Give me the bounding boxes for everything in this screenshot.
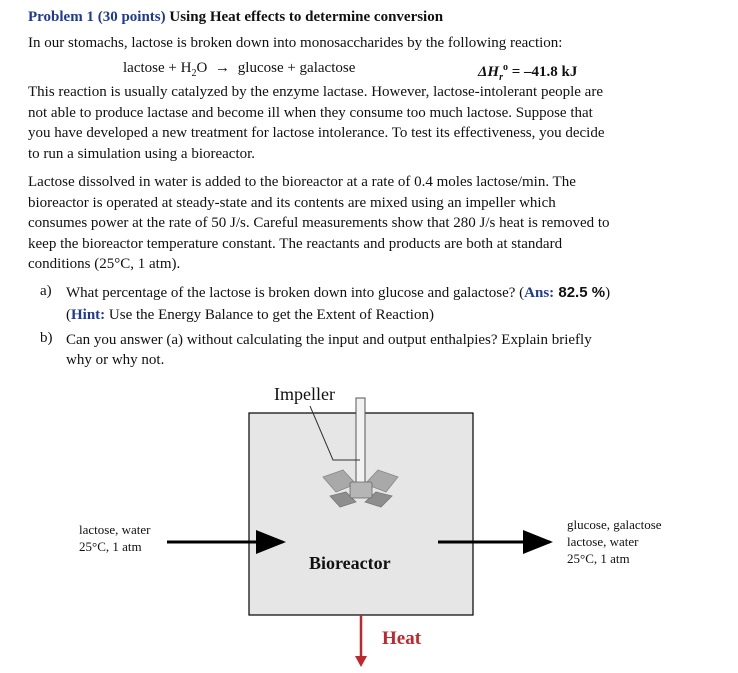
- reaction-products: glucose + galactose: [237, 60, 356, 76]
- problem-label: Problem 1 (30 points): [28, 9, 166, 25]
- h2o-oxygen: O: [196, 60, 208, 76]
- hint-open-paren: (: [66, 307, 71, 323]
- outlet-label-line-2: lactose, water: [567, 534, 639, 549]
- heat-label: Heat: [382, 628, 422, 649]
- paragraph-2-line: bioreactor is operated at steady-state and its contents are mixed using an impeller which: [28, 194, 556, 211]
- h2o-subscript: 2: [191, 68, 197, 79]
- answer-value: 82.5 %: [554, 284, 606, 301]
- problem-heading: Using Heat effects to determine conversion: [169, 9, 444, 25]
- answer-close-paren: ): [605, 285, 611, 301]
- inlet-label-line-1: lactose, water: [79, 522, 151, 537]
- question-b-line-2: why or why not.: [66, 352, 165, 368]
- question-a-prompt: What percentage of the lactose is broken down into glucose and galactose? (: [66, 285, 525, 301]
- reactor-label: Bioreactor: [309, 553, 391, 573]
- impeller-label: Impeller: [274, 384, 335, 404]
- paragraph-1-line: you have developed a new treatment for lactose intolerance. To test its effectiveness, you decide: [28, 125, 605, 141]
- paragraph-1-line: This reaction is usually catalyzed by the enzyme lactase. However, lactose-intolerant people are: [28, 84, 603, 100]
- reaction-reactants: lactose + H: [123, 60, 192, 76]
- heat-arrowhead-icon: [355, 656, 367, 667]
- outlet-label-line-1: glucose, galactose: [567, 517, 662, 532]
- answer-label: Ans:: [524, 285, 555, 301]
- outlet-label-line-3: 25°C, 1 atm: [567, 551, 630, 566]
- hint-text: Use the Energy Balance to get the Extent of Reaction): [105, 307, 434, 323]
- question-b-label: b): [40, 330, 53, 346]
- enthalpy-symbol: ΔH: [478, 64, 500, 80]
- paragraph-2-line: consumes power at the rate of 50 J/s. Careful measurements show that 280 J/s heat is removed to: [28, 215, 610, 231]
- paragraph-2-line: keep the bioreactor temperature constant. The reactants and products are both at standard: [28, 235, 563, 252]
- question-a-label: a): [40, 283, 52, 299]
- intro-text: In our stomachs, lactose is broken down into monosaccharides by the following reaction:: [28, 35, 563, 51]
- paragraph-2-line: Lactose dissolved in water is added to the bioreactor at a rate of 0.4 moles lactose/min. The: [28, 174, 576, 190]
- enthalpy-value: = –41.8 kJ: [507, 64, 578, 80]
- hint-label: Hint:: [71, 307, 106, 323]
- paragraph-1-line: not able to produce lactase and become ill when they consume too much lactose. Suppose that: [28, 104, 593, 121]
- paragraph-2-line: conditions (25°C, 1 atm).: [28, 256, 181, 272]
- enthalpy-superscript: o: [502, 62, 508, 73]
- reaction-arrow-icon: →: [215, 60, 231, 76]
- question-b-line-1: Can you answer (a) without calculating the input and output enthalpies? Explain briefly: [66, 332, 592, 348]
- paragraph-1-line: to run a simulation using a bioreactor.: [28, 145, 256, 162]
- impeller-shaft: [356, 398, 365, 488]
- inlet-label-line-2: 25°C, 1 atm: [79, 539, 142, 554]
- enthalpy-subscript: r: [499, 72, 503, 83]
